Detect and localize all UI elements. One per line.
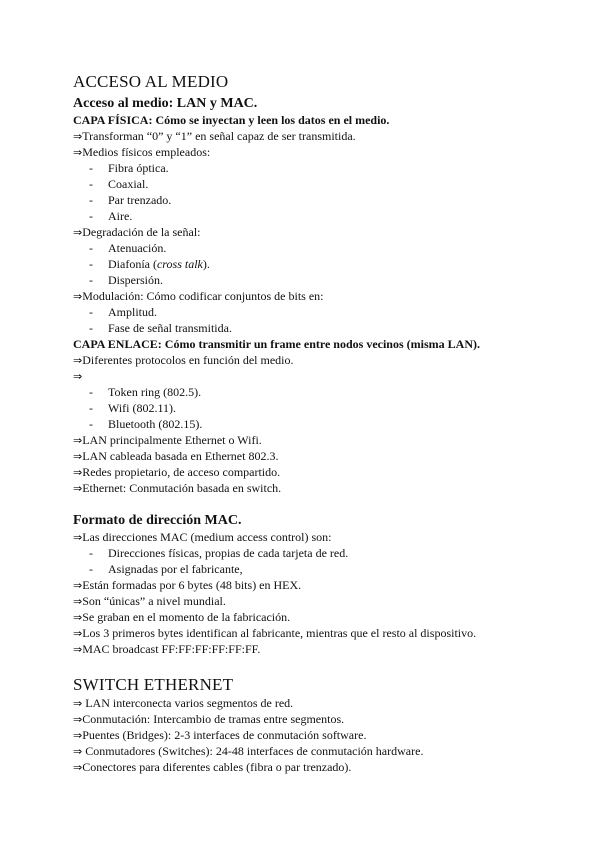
paragraph: ⇒Redes propietario, de acceso compartido. — [73, 465, 281, 479]
paragraph: ⇒LAN principalmente Ethernet o Wifi. — [73, 433, 262, 447]
paragraph: ⇒LAN cableada basada en Ethernet 802.3. — [73, 449, 279, 463]
arrow-icon: ⇒ — [73, 434, 83, 447]
arrow-icon: ⇒ — [73, 130, 83, 143]
paragraph: ⇒Conmutación: Intercambio de tramas entre segmentos. — [73, 712, 345, 726]
capa-fisica-heading: CAPA FÍSICA: Cómo se inyectan y leen los datos en el medio. — [73, 113, 390, 127]
arrow-icon: ⇒ — [73, 611, 83, 624]
arrow-icon: ⇒ — [73, 627, 83, 640]
arrow-icon: ⇒ — [73, 226, 83, 239]
arrow-icon: ⇒ — [73, 697, 83, 710]
paragraph: ⇒Los 3 primeros bytes identifican al fabricante, mientras que el resto al dispositivo. — [73, 626, 477, 640]
capa-enlace-heading: CAPA ENLACE: Cómo transmitir un frame entre nodos vecinos (misma LAN). — [73, 337, 480, 351]
paragraph: ⇒MAC broadcast FF:FF:FF:FF:FF:FF. — [73, 642, 261, 656]
paragraph: ⇒Degradación de la señal: — [73, 225, 201, 239]
paragraph: ⇒ LAN interconecta varios segmentos de red. — [73, 696, 294, 710]
paragraph: ⇒Las direcciones MAC (medium access control) son: — [73, 530, 332, 544]
arrow-icon: ⇒ — [73, 729, 83, 742]
section-subtitle: Acceso al medio: LAN y MAC. — [73, 96, 258, 111]
arrow-icon: ⇒ — [73, 450, 83, 463]
paragraph: ⇒Medios físicos empleados: — [73, 145, 211, 159]
mac-heading: Formato de dirección MAC. — [73, 513, 242, 528]
page-title: ACCESO AL MEDIO — [73, 72, 229, 91]
paragraph: ⇒Ethernet: Conmutación basada en switch. — [73, 481, 282, 495]
arrow-icon: ⇒ — [73, 482, 83, 495]
paragraph: ⇒Diferentes protocolos en función del medio. — [73, 353, 294, 367]
arrow-icon: ⇒ — [73, 761, 83, 774]
arrow-icon: ⇒ — [73, 466, 83, 479]
arrow-icon: ⇒ — [73, 579, 83, 592]
paragraph: ⇒Transforman “0” y “1” en señal capaz de ser transmitida. — [73, 129, 356, 143]
arrow-icon: ⇒ — [73, 531, 83, 544]
arrow-icon: ⇒ — [73, 595, 83, 608]
arrow-icon: ⇒ — [73, 290, 83, 303]
paragraph: ⇒Se graban en el momento de la fabricación. — [73, 610, 291, 624]
paragraph: ⇒Modulación: Cómo codificar conjuntos de bits en: — [73, 289, 324, 303]
paragraph: ⇒Puentes (Bridges): 2-3 interfaces de conmutación software. — [73, 728, 367, 742]
paragraph: ⇒Conectores para diferentes cables (fibra o par trenzado). — [73, 760, 352, 774]
switch-heading: SWITCH ETHERNET — [73, 675, 234, 694]
paragraph — [73, 369, 82, 384]
paragraph: ⇒Son “únicas” a nivel mundial. — [73, 594, 226, 608]
arrow-icon: ⇒ — [73, 713, 83, 726]
paragraph: ⇒Están formadas por 6 bytes (48 bits) en HEX. — [73, 578, 302, 592]
arrow-icon: ⇒ — [73, 643, 83, 656]
arrow-icon: ⇒ — [73, 146, 83, 159]
paragraph: ⇒ Conmutadores (Switches): 24-48 interfaces de conmutación hardware. — [73, 744, 424, 758]
arrow-icon: ⇒ — [73, 370, 83, 383]
arrow-icon: ⇒ — [73, 745, 83, 758]
arrow-icon: ⇒ — [73, 354, 83, 367]
